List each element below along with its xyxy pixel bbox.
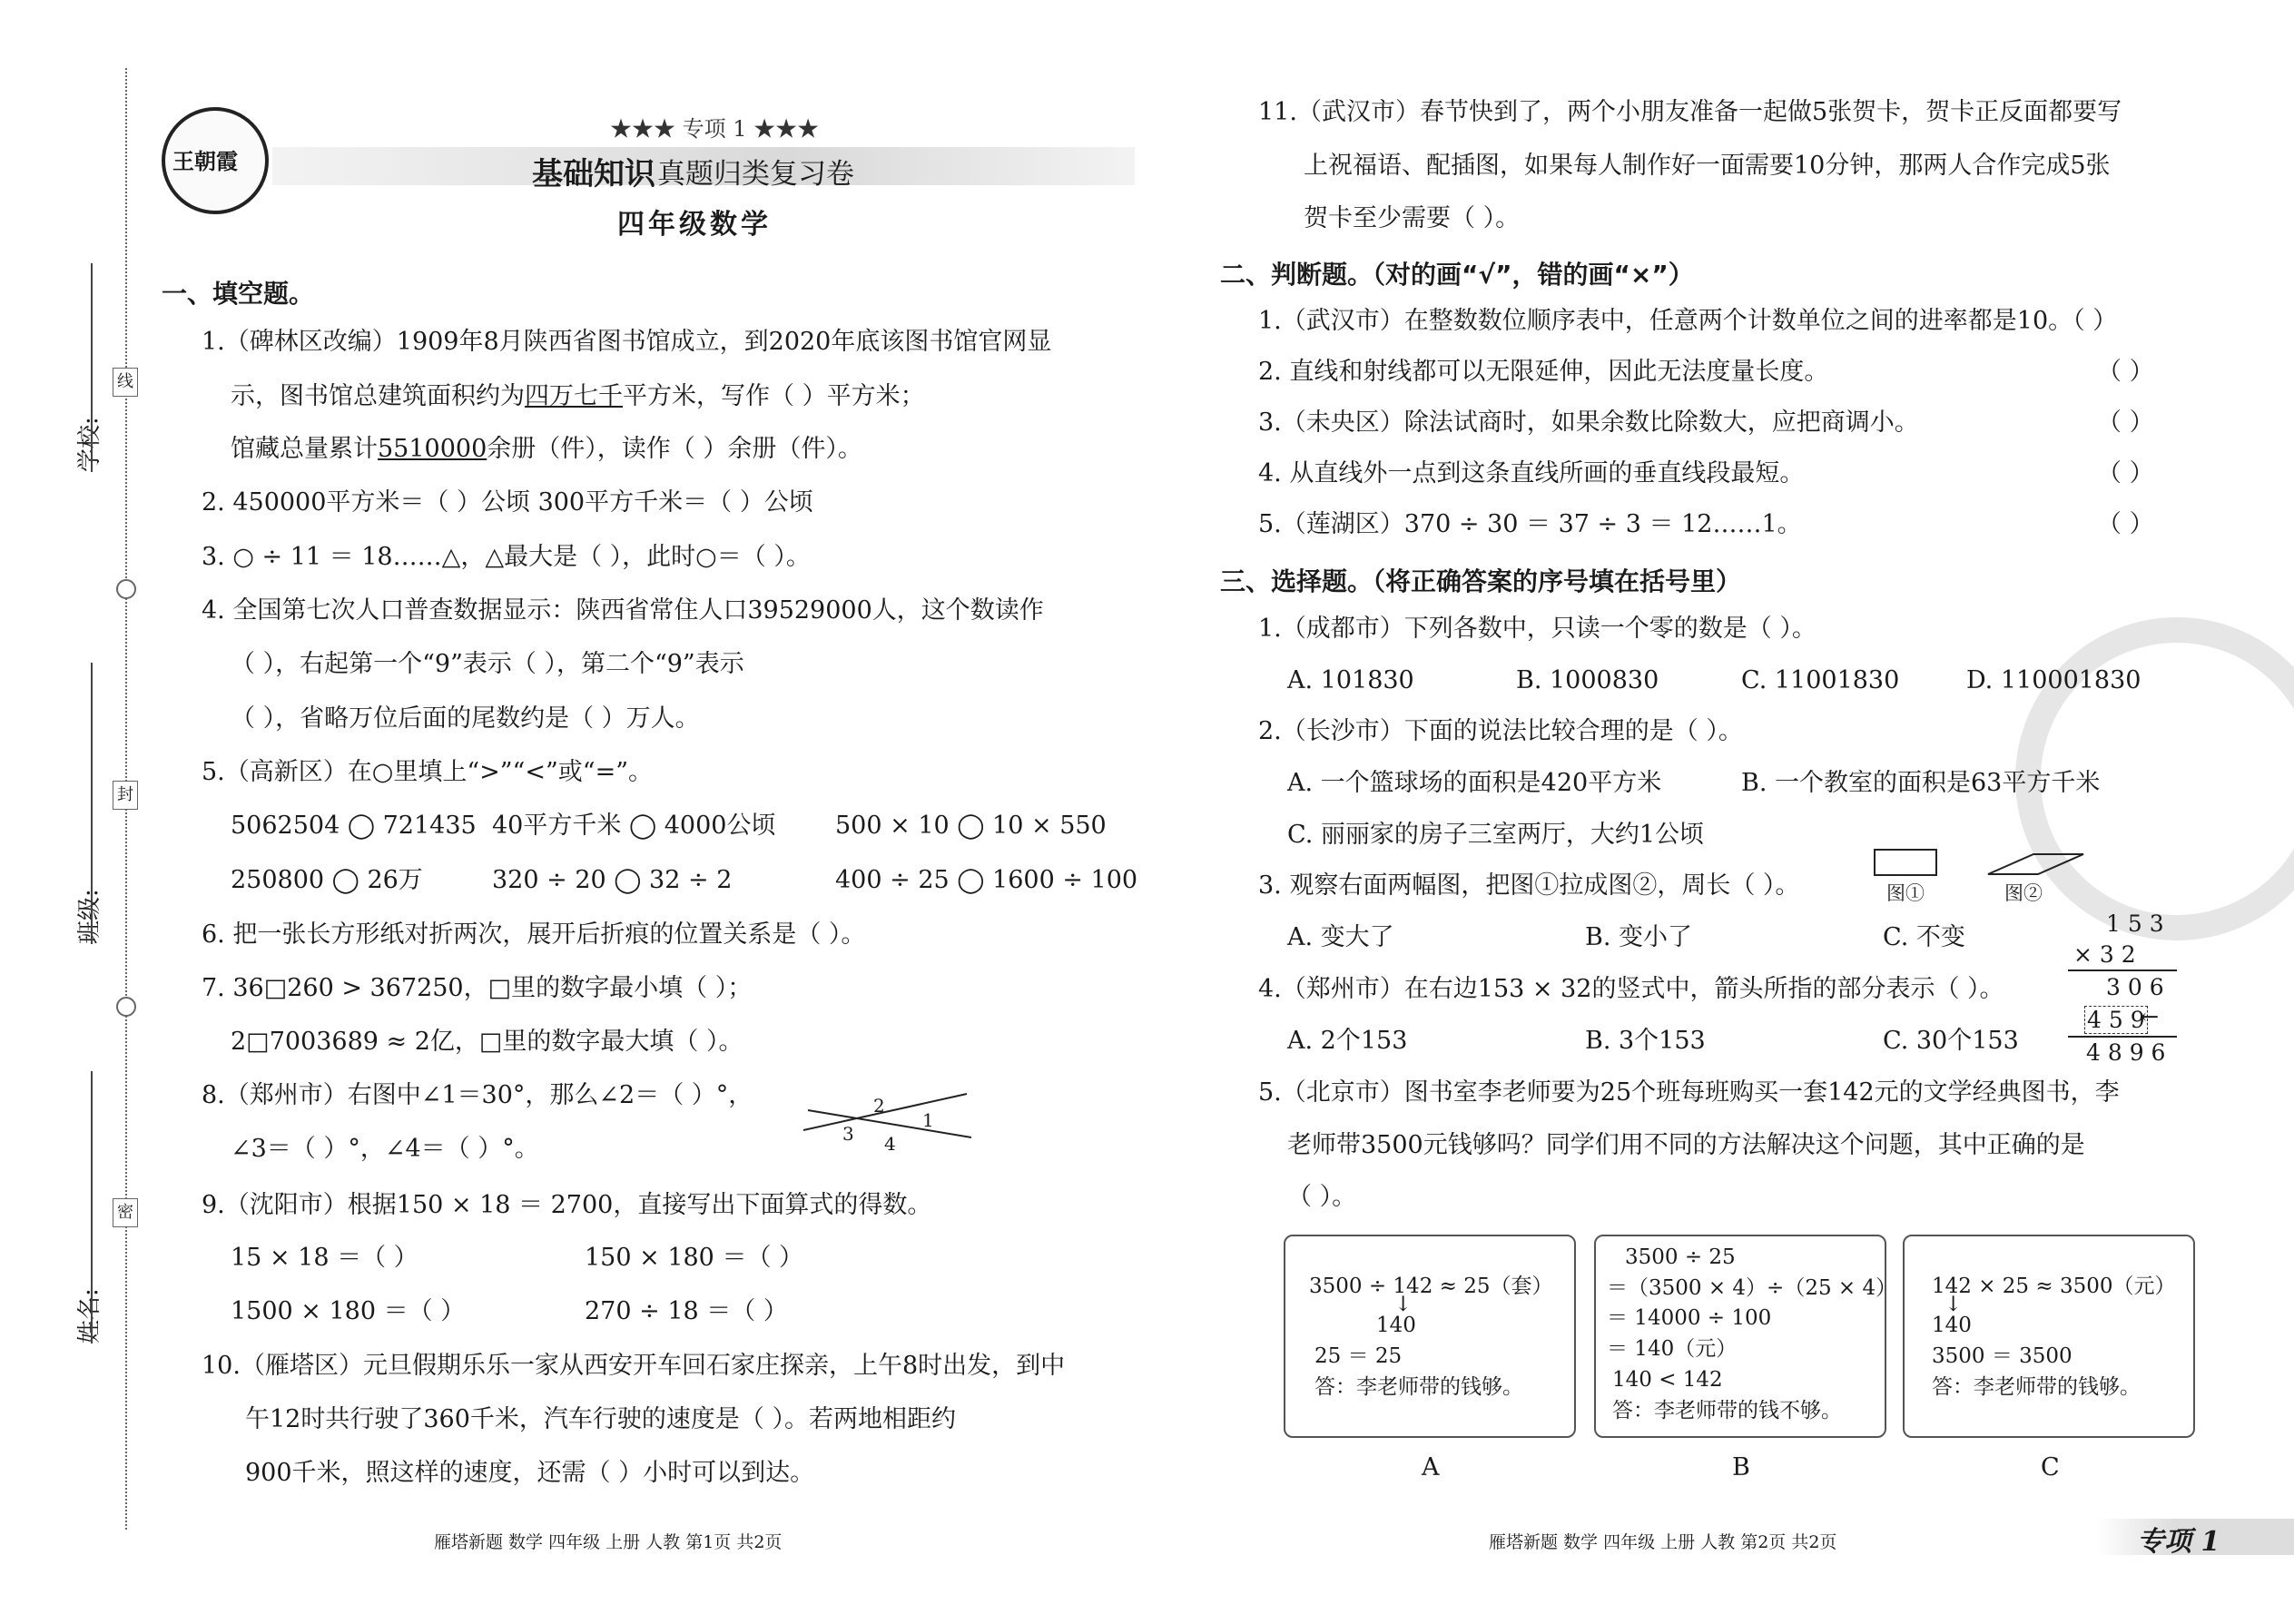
calc-item: 15 × 18 ＝（ ） [231,1244,418,1272]
question-4-line2: （ ），右起第一个“9”表示（ ），第二个“9”表示 [231,650,744,678]
section-title-fill: 一、填空题。 [162,279,315,309]
option-label-a: A [1422,1453,1440,1481]
question-3: 3. ○ ÷ 11 ＝ 18……△，△最大是（ ），此时○＝（ ）。 [202,543,811,571]
product: 4 8 9 6 [2086,1039,2166,1066]
answer-paren[interactable]: （ ） [2097,510,2154,538]
box-b-line: 答：李老师带的钱不够。 [1612,1399,1842,1422]
calc-item: 270 ÷ 18 ＝（ ） [585,1297,788,1325]
arrow-left-icon: ← [2141,1004,2160,1029]
judge-3: 3.（未央区）除法试商时，如果余数比除数大，应把商调小。 [1258,408,1919,437]
binding-hole-icon [116,997,136,1017]
compare-item: 40平方千米 ◯ 4000公顷 [492,812,776,840]
angle-label-2: 2 [873,1095,885,1117]
box-a-line: 25 ＝ 25 [1314,1344,1403,1368]
option-b: B. 1000830 [1516,666,1659,694]
question-10-line3: 900千米，照这样的速度，还需（ ）小时可以到达。 [245,1459,815,1487]
option-d: D. 110001830 [1966,666,2141,694]
question-2: 2. 450000平方米＝（ ）公顷 300平方千米＝（ ）公顷 [202,488,813,517]
question-1-line3: 馆藏总量累计5510000余册（件），读作（ ）余册（件）。 [231,435,862,463]
compare-item: 250800 ◯ 26万 [231,866,423,894]
question-7-line2: 2□7003689 ≈ 2亿，□里的数字最大填（ ）。 [231,1028,743,1056]
box-a-line: 3500 ÷ 142 ≈ 25（套） [1309,1275,1553,1298]
question-5: 5.（高新区）在○里填上“>”“<”或“=”。 [202,758,654,786]
figure-1-label: 图① [1886,882,1925,904]
box-c-line: 140 [1932,1314,1972,1337]
question-7-line1: 7. 36□260 > 367250，□里的数字最小填（ ）； [202,974,753,1002]
partial-product-1: 3 0 6 [2106,974,2164,1000]
choice-5-line3: （ ）。 [1287,1183,1357,1211]
angle-label-4: 4 [884,1133,896,1155]
rectangle-figure [1874,849,1937,876]
calc-rule [2068,969,2177,971]
name-field[interactable] [91,1071,93,1343]
name-label: 姓名: [76,1288,103,1343]
footer-left: 雁塔新题 数学 四年级 上册 人教 第1页 共2页 [434,1532,783,1552]
section-title-choice: 三、选择题。（将正确答案的序号填在括号里） [1220,566,1742,596]
box-c-line: 3500 ＝ 3500 [1932,1344,2072,1368]
choice-3: 3. 观察右面两幅图，把图①拉成图②，周长（ ）。 [1258,871,1800,900]
question-11-line2: 上祝福语、配插图，如果每人制作好一面需要10分钟，那两人合作完成5张 [1304,152,2111,180]
box-a-line: 140 [1376,1314,1416,1337]
figure-2-label: 图② [2004,882,2043,904]
question-6: 6. 把一张长方形纸对折两次，展开后折痕的位置关系是（ ）。 [202,920,866,949]
subtitle: 四年级数学 [617,209,772,241]
option-b: B. 变小了 [1585,923,1693,951]
question-11-line1: 11.（武汉市）春节快到了，两个小朋友准备一起做5张贺卡，贺卡正反面都要写 [1258,98,2122,126]
choice-5-line2: 老师带3500元钱够吗？同学们用不同的方法解决这个问题，其中正确的是 [1287,1131,2085,1159]
choice-4: 4.（郑州市）在右边153 × 32的竖式中，箭头所指的部分表示（ ）。 [1258,975,2004,1003]
class-field[interactable] [91,663,93,944]
down-arrow-icon: ↓ [1394,1293,1413,1316]
choice-2: 2.（长沙市）下面的说法比较合理的是（ ）。 [1258,717,1743,745]
logo-text: 王朝霞 [172,148,238,174]
question-8-line2: ∠3＝（ ）°，∠4＝（ ）°。 [231,1135,539,1163]
judge-2: 2. 直线和射线都可以无限延伸，因此无法度量长度。 [1258,358,1829,386]
box-b-line: ＝ 140（元） [1607,1337,1738,1361]
answer-paren[interactable]: （ ） [2097,459,2154,487]
question-8-line1: 8.（郑州市）右图中∠1＝30°，那么∠2＝（ ）°， [202,1081,753,1109]
choice-5-line1: 5.（北京市）图书室李老师要为25个班每班购买一套142元的文学经典图书，李 [1258,1078,2120,1107]
calc-item: 150 × 180 ＝（ ） [585,1244,804,1272]
option-b: B. 3个153 [1585,1027,1706,1055]
angle-label-3: 3 [842,1123,854,1145]
question-1-line1: 1.（碑林区改编）1909年8月陕西省图书馆成立，到2020年底该图书馆官网显 [202,328,1052,356]
question-4-line1: 4. 全国第七次人口普查数据显示：陕西省常住人口39529000人，这个数读作 [202,596,1044,625]
question-10-line2: 午12时共行驶了360千米，汽车行驶的速度是（ ）。若两地相距约 [245,1405,956,1433]
answer-paren[interactable]: （ ） [2097,408,2154,437]
seal-mark-seal: 封 [113,781,138,810]
box-c-line: 142 × 25 ≈ 3500（元） [1932,1275,2176,1298]
calc-item: 1500 × 180 ＝（ ） [231,1297,466,1325]
question-4-line3: （ ），省略万位后面的尾数约是（ ）万人。 [231,704,700,733]
box-c-line: 答：李老师带的钱够。 [1932,1375,2141,1399]
school-label: 学校: [76,417,103,472]
section-title-judge: 二、判断题。（对的画“√”，错的画“×”） [1220,260,1694,290]
box-b-line: 3500 ÷ 25 [1625,1245,1736,1269]
option-c: C. 30个153 [1883,1027,2019,1055]
question-10-line1: 10.（雁塔区）元旦假期乐乐一家从西安开车回石家庄探亲，上午8时出发，到中 [202,1352,1066,1380]
option-label-b: B [1732,1453,1750,1481]
school-field[interactable] [91,263,93,472]
question-11-line3: 贺卡至少需要（ ）。 [1304,204,1521,232]
judge-4: 4. 从直线外一点到这条直线所画的垂直线段最短。 [1258,459,1805,487]
option-a: A. 101830 [1287,666,1414,694]
box-a-line: 答：李老师带的钱够。 [1314,1375,1523,1399]
seal-mark-line: 线 [113,368,138,397]
compare-item: 5062504 ◯ 721435 [231,812,477,840]
multiplicand: 1 5 3 [2106,910,2164,937]
box-b-line: ＝ 14000 ÷ 100 [1607,1306,1772,1330]
title-bold: 基础知识 [532,156,655,192]
option-label-c: C [2041,1453,2060,1481]
option-c: C. 不变 [1883,923,1965,951]
solution-box-a [1284,1235,1576,1438]
footer-right: 雁塔新题 数学 四年级 上册 人教 第2页 共2页 [1489,1532,1837,1552]
compare-item: 400 ÷ 25 ◯ 1600 ÷ 100 [835,866,1138,894]
partial-product-2: 4 5 9 [2084,1006,2148,1034]
answer-paren[interactable]: （ ） [2097,358,2154,386]
seal-mark-secret: 密 [113,1198,138,1227]
compare-item: 320 ÷ 20 ◯ 32 ÷ 2 [492,866,733,894]
option-b: B. 一个教室的面积是63平方千米 [1741,769,2101,797]
option-c: C. 11001830 [1741,666,1900,694]
option-a: A. 2个153 [1287,1027,1408,1055]
option-c: C. 丽丽家的房子三室两厅，大约1公顷 [1287,821,1705,849]
angle-label-1: 1 [922,1109,934,1131]
series-tag: 专项 1 [2137,1526,2220,1558]
box-b-line: 140 < 142 [1612,1368,1723,1392]
compare-item: 500 × 10 ◯ 10 × 550 [835,812,1107,840]
title-rest: 真题归类复习卷 [657,158,854,191]
class-label: 班级: [76,889,103,944]
down-arrow-icon: ↓ [1944,1293,1963,1316]
judge-5: 5.（莲湖区）370 ÷ 30 ＝ 37 ÷ 3 ＝ 12……1。 [1258,510,1802,538]
binding-hole-icon [116,579,136,599]
series-label: ★★★ 专项 1 ★★★ [610,116,820,142]
option-a: A. 一个篮球场的面积是420平方米 [1287,769,1662,797]
option-a: A. 变大了 [1287,923,1394,951]
calc-rule [2068,1036,2177,1038]
box-b-line: ＝（3500 × 4）÷（25 × 4） [1607,1276,1897,1300]
question-9: 9.（沈阳市）根据150 × 18 ＝ 2700，直接写出下面算式的得数。 [202,1191,932,1219]
judge-1: 1.（武汉市）在整数数位顺序表中，任意两个计数单位之间的进率都是10。（ ） [1258,307,2118,335]
choice-1: 1.（成都市）下列各数中，只读一个零的数是（ ）。 [1258,615,1816,643]
multiplier: × 3 2 [2073,941,2136,968]
question-1-line2: 示，图书馆总建筑面积约为四万七千平方米，写作（ ）平方米； [231,382,925,410]
